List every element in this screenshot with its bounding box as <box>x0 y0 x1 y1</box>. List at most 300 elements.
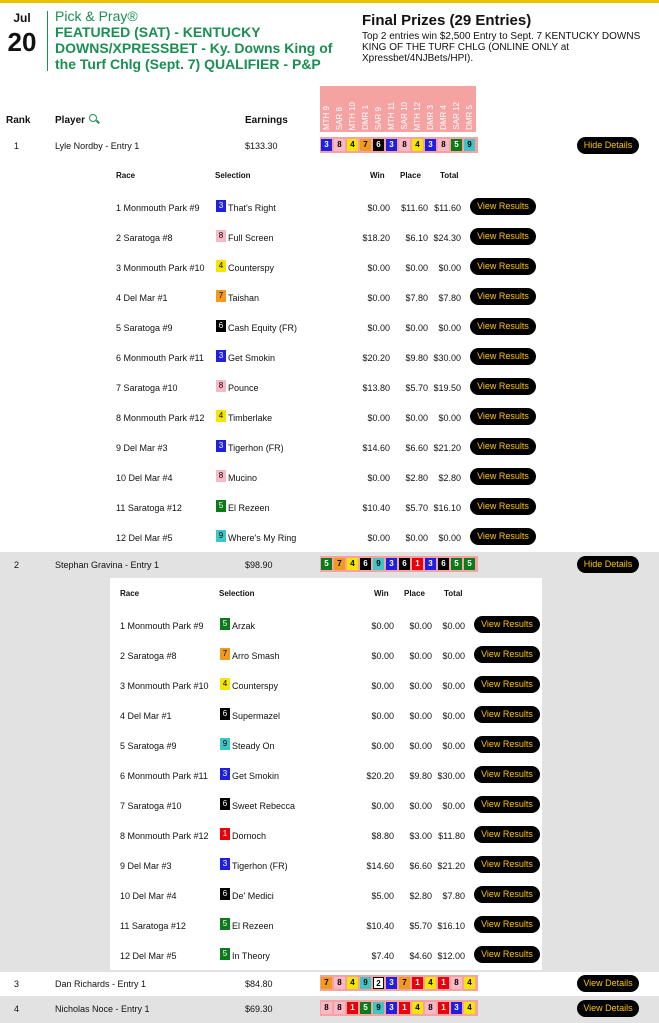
detail-total: $0.00 <box>438 263 461 273</box>
detail-row <box>110 850 542 880</box>
pick-chip: 4 <box>412 1002 423 1014</box>
detail-race: 2 Saratoga #8 <box>120 651 177 661</box>
race-header-label: SAR 10 <box>400 102 409 130</box>
detail-race: 1 Monmouth Park #9 <box>116 203 200 213</box>
detail-horse-name: Counterspy <box>232 681 279 691</box>
race-header-label: DMR 5 <box>465 105 474 130</box>
detail-place: $2.80 <box>409 891 432 901</box>
entry-player-name[interactable]: Lyle Nordby - Entry 1 <box>55 141 140 151</box>
saddle-number: 4 <box>216 410 226 422</box>
detail-total: $0.00 <box>442 651 465 661</box>
detail-total: $2.80 <box>438 473 461 483</box>
detail-place: $7.80 <box>405 293 428 303</box>
entry-details-panel <box>110 578 542 970</box>
detail-total: $16.10 <box>437 921 465 931</box>
view-results-button[interactable]: View Results <box>474 796 540 813</box>
race-header-label: DMR 1 <box>361 105 370 130</box>
detail-selection-header: Selection <box>219 589 255 598</box>
brand-label: Pick & Pray® <box>55 8 138 24</box>
detail-horse-name: In Theory <box>232 951 270 961</box>
detail-place: $0.00 <box>405 533 428 543</box>
saddle-number: 1 <box>220 828 230 840</box>
prizes-title: Final Prizes (29 Entries) <box>362 12 532 29</box>
race-header-label: SAR 12 <box>452 102 461 130</box>
race-header-label: SAR 9 <box>374 106 383 130</box>
pick-chip: 5 <box>451 558 462 570</box>
detail-win: $14.60 <box>362 443 390 453</box>
contest-title: FEATURED (SAT) - KENTUCKY DOWNS/XPRESSBET - Ky. Downs King of the Turf Chlg (Sept. 7) QUALIFIER - P&P <box>55 24 333 72</box>
detail-place: $0.00 <box>405 323 428 333</box>
detail-win: $20.20 <box>362 353 390 363</box>
pick-chip: 9 <box>373 1002 384 1014</box>
race-header-8 <box>411 86 424 132</box>
header-divider <box>47 11 48 71</box>
detail-race-header: Race <box>120 589 140 598</box>
detail-race: 6 Monmouth Park #11 <box>116 353 204 363</box>
view-results-button[interactable]: View Results <box>474 766 540 783</box>
detail-win: $0.00 <box>367 263 390 273</box>
detail-race: 8 Monmouth Park #12 <box>116 413 205 423</box>
detail-win: $5.00 <box>371 891 394 901</box>
pick-chip: 8 <box>334 1002 345 1014</box>
detail-total-header: Total <box>440 171 459 180</box>
detail-race: 4 Del Mar #1 <box>116 293 168 303</box>
detail-row <box>110 820 542 850</box>
saddle-number: 5 <box>216 500 226 512</box>
detail-place: $9.80 <box>405 353 428 363</box>
detail-race: 12 Del Mar #5 <box>120 951 177 961</box>
pick-chip: 8 <box>425 1002 436 1014</box>
contest-date <box>0 11 44 58</box>
detail-win: $0.00 <box>367 473 390 483</box>
detail-race: 2 Saratoga #8 <box>116 233 173 243</box>
view-results-button[interactable]: View Results <box>470 318 536 335</box>
detail-horse-name: Get Smokin <box>228 353 276 363</box>
detail-total: $0.00 <box>442 801 465 811</box>
race-header-7 <box>398 86 411 132</box>
pick-chip: 3 <box>386 977 397 989</box>
detail-total: $21.20 <box>437 861 465 871</box>
saddle-number: 6 <box>220 708 230 720</box>
detail-total: $11.80 <box>438 831 465 841</box>
detail-total: $30.00 <box>437 771 465 781</box>
detail-horse-name: Where's My Ring <box>228 533 297 543</box>
detail-place: $11.60 <box>401 203 428 213</box>
detail-total: $7.80 <box>442 891 465 901</box>
saddle-number: 4 <box>216 260 226 272</box>
race-header-label: MTH 10 <box>348 101 357 130</box>
detail-race: 10 Del Mar #4 <box>120 891 177 901</box>
saddle-number: 4 <box>220 678 230 690</box>
saddle-number: 3 <box>216 440 226 452</box>
view-results-button[interactable]: View Results <box>474 646 540 663</box>
detail-win: $20.20 <box>366 771 394 781</box>
pick-chip: 1 <box>438 977 449 989</box>
pick-chip: 7 <box>321 977 332 989</box>
detail-race: 7 Saratoga #10 <box>120 801 182 811</box>
detail-horse-name: Counterspy <box>228 263 275 273</box>
detail-place: $0.00 <box>409 741 432 751</box>
pick-chip: 7 <box>334 558 345 570</box>
view-results-button[interactable]: View Results <box>474 916 540 933</box>
detail-place: $6.60 <box>405 443 428 453</box>
detail-horse-name: Taishan <box>228 293 260 303</box>
race-header-4 <box>359 86 372 132</box>
race-header-1 <box>320 86 333 132</box>
detail-total: $0.00 <box>442 711 465 721</box>
view-results-button[interactable]: View Results <box>470 348 536 365</box>
detail-row <box>110 940 542 970</box>
detail-win: $10.40 <box>366 921 394 931</box>
race-header-12 <box>463 86 476 132</box>
view-results-button[interactable]: View Results <box>474 676 540 693</box>
view-results-button[interactable]: View Results <box>470 228 536 245</box>
saddle-number: 5 <box>220 618 230 630</box>
detail-race: 5 Saratoga #9 <box>116 323 173 333</box>
saddle-number: 3 <box>220 768 230 780</box>
entry-rank: 2 <box>14 560 20 570</box>
detail-win: $0.00 <box>371 801 394 811</box>
detail-row <box>110 670 542 700</box>
detail-race: 8 Monmouth Park #12 <box>120 831 209 841</box>
entry-earnings: $133.30 <box>245 141 278 151</box>
hide-details-button[interactable]: Hide Details <box>577 556 639 573</box>
pick-chip: 3 <box>451 1002 462 1014</box>
view-results-button[interactable]: View Results <box>474 616 540 633</box>
pick-chip: 5 <box>464 558 475 570</box>
pick-chip: 6 <box>373 139 384 151</box>
pick-chip: 3 <box>386 558 397 570</box>
detail-win: $0.00 <box>367 203 390 213</box>
saddle-number: 9 <box>216 530 226 542</box>
detail-row <box>108 522 540 552</box>
detail-place: $2.80 <box>405 473 428 483</box>
detail-place: $6.10 <box>405 233 428 243</box>
detail-race: 1 Monmouth Park #9 <box>120 621 204 631</box>
detail-place: $5.70 <box>405 383 428 393</box>
detail-race: 3 Monmouth Park #10 <box>116 263 205 273</box>
detail-win: $0.00 <box>367 293 390 303</box>
detail-place: $0.00 <box>409 651 432 661</box>
detail-win: $0.00 <box>367 413 390 423</box>
pick-chip: 8 <box>399 139 410 151</box>
detail-race: 9 Del Mar #3 <box>116 443 168 453</box>
race-header-3 <box>346 86 359 132</box>
detail-race-header: Race <box>116 171 136 180</box>
detail-win-header: Win <box>370 171 385 180</box>
detail-place: $0.00 <box>405 413 428 423</box>
view-results-button[interactable]: View Results <box>470 498 536 515</box>
saddle-number: 8 <box>216 380 226 392</box>
race-header-label: MTH 11 <box>387 102 396 130</box>
view-results-button[interactable]: View Results <box>470 258 536 275</box>
race-header-5 <box>372 86 385 132</box>
earnings-column-header: Earnings <box>245 115 288 126</box>
pick-chip: 1 <box>399 1002 410 1014</box>
date-month: Jul <box>13 11 31 25</box>
view-details-button[interactable]: View Details <box>577 975 639 992</box>
detail-total: $24.30 <box>433 233 461 243</box>
detail-total: $21.20 <box>433 443 461 453</box>
detail-row <box>108 432 540 462</box>
player-column-label: Player <box>55 115 86 126</box>
detail-selection-header: Selection <box>215 171 251 180</box>
detail-horse-name: El Rezeen <box>232 921 274 931</box>
race-header-label: SAR 8 <box>335 106 344 130</box>
detail-race: 3 Monmouth Park #10 <box>120 681 209 691</box>
detail-race: 6 Monmouth Park #11 <box>120 771 208 781</box>
contest-title-block <box>55 8 345 72</box>
pick-chip: 4 <box>347 139 358 151</box>
view-results-button[interactable]: View Results <box>474 736 540 753</box>
detail-race: 11 Saratoga #12 <box>116 503 182 513</box>
pick-chip: 1 <box>347 1002 358 1014</box>
view-results-button[interactable]: View Results <box>470 528 536 545</box>
detail-win: $8.80 <box>371 831 394 841</box>
pick-chip: 4 <box>464 977 475 989</box>
detail-place: $9.80 <box>409 771 432 781</box>
detail-horse-name: That's Right <box>228 203 276 213</box>
detail-horse-name: Pounce <box>228 383 259 393</box>
pick-chip: 8 <box>451 977 462 989</box>
pick-chip: 5 <box>321 558 332 570</box>
race-header-6 <box>385 86 398 132</box>
view-results-button[interactable]: View Results <box>474 706 540 723</box>
detail-race: 9 Del Mar #3 <box>120 861 172 871</box>
saddle-number: 7 <box>216 290 226 302</box>
picks-strip <box>320 137 478 153</box>
pick-chip: 1 <box>412 558 423 570</box>
detail-row <box>108 312 540 342</box>
detail-win: $10.40 <box>362 503 390 513</box>
detail-place: $3.00 <box>409 831 432 841</box>
detail-place: $4.60 <box>409 951 432 961</box>
detail-win: $18.20 <box>362 233 390 243</box>
pick-chip: 6 <box>360 558 371 570</box>
entry-row <box>0 136 659 156</box>
view-results-button[interactable]: View Results <box>470 288 536 305</box>
rank-column-header: Rank <box>6 115 31 126</box>
race-header-11 <box>450 86 463 132</box>
entry-earnings: $69.30 <box>245 1004 273 1014</box>
entry-row <box>0 974 659 994</box>
entry-details-panel <box>108 160 540 550</box>
race-header-label: MTH 9 <box>322 106 331 130</box>
pick-chip: 4 <box>412 139 423 151</box>
detail-total: $19.50 <box>433 383 461 393</box>
detail-total: $16.10 <box>433 503 461 513</box>
saddle-number: 8 <box>216 230 226 242</box>
detail-win: $0.00 <box>371 741 394 751</box>
detail-place: $6.60 <box>409 861 432 871</box>
saddle-number: 9 <box>220 738 230 750</box>
pick-chip: 3 <box>321 139 332 151</box>
pick-chip: 5 <box>451 139 462 151</box>
race-header-9 <box>424 86 437 132</box>
detail-place: $0.00 <box>409 681 432 691</box>
picks-strip <box>320 1000 478 1016</box>
pick-chip: 9 <box>464 139 475 151</box>
saddle-number: 3 <box>220 858 230 870</box>
saddle-number: 6 <box>216 320 226 332</box>
entry-player-name[interactable]: Dan Richards - Entry 1 <box>55 979 147 989</box>
detail-place: $0.00 <box>409 621 432 631</box>
saddle-number: 5 <box>220 948 230 960</box>
detail-race: 4 Del Mar #1 <box>120 711 172 721</box>
detail-win: $0.00 <box>367 533 390 543</box>
hide-details-button[interactable]: Hide Details <box>577 137 639 154</box>
race-header-label: DMR 4 <box>439 105 448 130</box>
pick-chip: 4 <box>425 977 436 989</box>
detail-race: 11 Saratoga #12 <box>120 921 186 931</box>
detail-win: $14.60 <box>366 861 394 871</box>
entry-player-name[interactable]: Stephan Gravina - Entry 1 <box>55 560 160 570</box>
view-results-button[interactable]: View Results <box>474 856 540 873</box>
detail-win-header: Win <box>374 589 389 598</box>
search-icon[interactable] <box>89 114 97 122</box>
detail-place: $0.00 <box>405 263 428 273</box>
pick-chip: 3 <box>425 558 436 570</box>
detail-win: $0.00 <box>371 621 394 631</box>
detail-total: $0.00 <box>438 323 461 333</box>
pick-chip: 4 <box>347 558 358 570</box>
detail-row <box>108 462 540 492</box>
pick-chip: 9 <box>373 558 384 570</box>
detail-horse-name: Dornoch <box>232 831 267 841</box>
view-results-button[interactable]: View Results <box>474 886 540 903</box>
date-day: 20 <box>7 27 37 57</box>
view-results-button[interactable]: View Results <box>470 378 536 395</box>
pick-chip: 8 <box>321 1002 332 1014</box>
picks-strip <box>320 975 478 991</box>
view-details-button[interactable]: View Details <box>577 1000 639 1017</box>
pick-chip: 1 <box>438 1002 449 1014</box>
detail-total: $30.00 <box>433 353 461 363</box>
detail-win: $0.00 <box>371 711 394 721</box>
detail-win: $0.00 <box>367 323 390 333</box>
pick-chip: 3 <box>386 139 397 151</box>
prizes-description: Top 2 entries win $2,500 Entry to Sept. 7 KENTUCKY DOWNS KING OF THE TURF CHLG (ONLINE ONLY at Xpressbet/4NJBets/HPI). <box>362 31 641 64</box>
pick-chip: 6 <box>399 558 410 570</box>
detail-place: $5.70 <box>405 503 428 513</box>
detail-horse-name: Arro Smash <box>232 651 280 661</box>
detail-total: $0.00 <box>442 681 465 691</box>
view-results-button[interactable]: View Results <box>474 826 540 843</box>
saddle-number: 5 <box>220 918 230 930</box>
detail-horse-name: Timberlake <box>228 413 273 423</box>
pick-chip: 8 <box>438 139 449 151</box>
entry-rank: 4 <box>14 1004 20 1014</box>
detail-row <box>108 282 540 312</box>
detail-horse-name: Mucino <box>228 473 258 483</box>
race-header-10 <box>437 86 450 132</box>
detail-horse-name: De' Medici <box>232 891 274 901</box>
detail-horse-name: El Rezeen <box>228 503 270 513</box>
pick-chip: 3 <box>386 1002 397 1014</box>
race-header-2 <box>333 86 346 132</box>
detail-horse-name: Get Smokin <box>232 771 280 781</box>
detail-row <box>108 492 540 522</box>
pick-chip: 1 <box>412 977 423 989</box>
pick-chip: 4 <box>464 1002 475 1014</box>
detail-race: 10 Del Mar #4 <box>116 473 173 483</box>
detail-race: 5 Saratoga #9 <box>120 741 177 751</box>
race-header-label: DMR 3 <box>426 105 435 130</box>
pick-chip: 4 <box>347 977 358 989</box>
detail-horse-name: Arzak <box>232 621 256 631</box>
entry-player-name[interactable]: Nicholas Noce - Entry 1 <box>55 1004 150 1014</box>
pick-chip: 9 <box>360 977 371 989</box>
saddle-number: 6 <box>220 798 230 810</box>
pick-chip: 3 <box>425 139 436 151</box>
detail-place-header: Place <box>404 589 425 598</box>
detail-total: $0.00 <box>442 741 465 751</box>
saddle-number: 6 <box>220 888 230 900</box>
entry-rank: 3 <box>14 979 20 989</box>
detail-row <box>110 760 542 790</box>
detail-row <box>110 700 542 730</box>
detail-horse-name: Tigerhon (FR) <box>228 443 284 453</box>
view-results-button[interactable]: View Results <box>474 946 540 963</box>
detail-total: $11.60 <box>434 203 461 213</box>
view-results-button[interactable]: View Results <box>470 408 536 425</box>
detail-row <box>108 252 540 282</box>
pick-chip: 2 <box>373 977 384 989</box>
detail-row <box>110 790 542 820</box>
detail-row <box>108 372 540 402</box>
view-results-button[interactable]: View Results <box>470 198 536 215</box>
detail-total: $0.00 <box>438 413 461 423</box>
detail-row <box>108 192 540 222</box>
entry-row <box>0 555 659 575</box>
pick-chip: 6 <box>438 558 449 570</box>
player-column-header[interactable] <box>55 115 97 126</box>
detail-total: $0.00 <box>438 533 461 543</box>
prizes-block <box>362 12 652 64</box>
race-header-label: MTH 12 <box>413 101 422 130</box>
detail-win: $0.00 <box>371 651 394 661</box>
picks-strip <box>320 556 478 572</box>
pick-chip: 5 <box>360 1002 371 1014</box>
detail-row <box>108 222 540 252</box>
entry-rank: 1 <box>14 141 20 151</box>
contest-header <box>0 3 659 73</box>
detail-total: $12.00 <box>437 951 465 961</box>
detail-place-header: Place <box>400 171 421 180</box>
detail-race: 12 Del Mar #5 <box>116 533 173 543</box>
detail-row <box>110 910 542 940</box>
pick-chip: 8 <box>334 139 345 151</box>
entry-earnings: $84.80 <box>245 979 273 989</box>
view-results-button[interactable]: View Results <box>470 438 536 455</box>
detail-horse-name: Cash Equity (FR) <box>228 323 298 333</box>
detail-total-header: Total <box>444 589 463 598</box>
view-results-button[interactable]: View Results <box>470 468 536 485</box>
pick-chip: 7 <box>399 977 410 989</box>
pick-chip: 7 <box>360 139 371 151</box>
detail-horse-name: Tigerhon (FR) <box>232 861 288 871</box>
saddle-number: 3 <box>216 350 226 362</box>
detail-row <box>108 402 540 432</box>
detail-total: $7.80 <box>438 293 461 303</box>
saddle-number: 8 <box>216 470 226 482</box>
saddle-number: 7 <box>220 648 230 660</box>
entry-earnings: $98.90 <box>245 560 273 570</box>
detail-row <box>108 342 540 372</box>
detail-horse-name: Steady On <box>232 741 275 751</box>
detail-place: $0.00 <box>409 711 432 721</box>
detail-race: 7 Saratoga #10 <box>116 383 178 393</box>
